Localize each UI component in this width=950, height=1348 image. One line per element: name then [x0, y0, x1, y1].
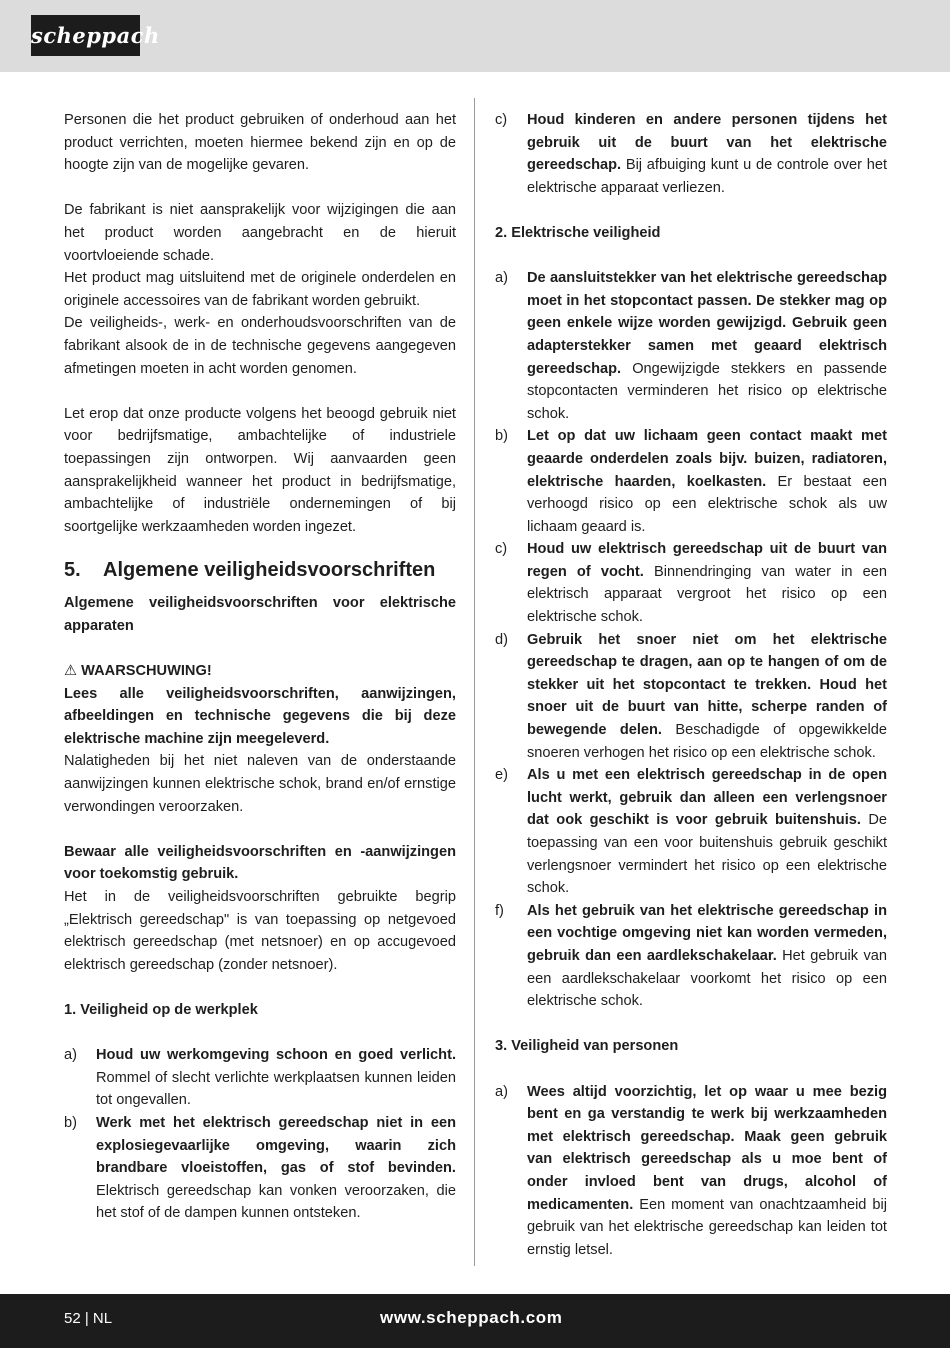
section-number: 5. [64, 559, 81, 582]
paragraph: Let erop dat onze producte volgens het beoogd gebruik niet voor bedrijfsmatige, ambachtelijke of industriele toepassingen zijn ontworpen. Wij aanvaarden geen aansprakelijkheid wanneer het product in bedrijfsmatige, ambachtelijke of industriële ondernemingen of bij soortgelijke werkzaamheden worden ingezet. [64, 405, 456, 535]
paragraph: De veiligheids-, werk- en onderhoudsvoorschriften van de fabrikant alsook de in de technische gegevens aangegeven afmetingen moeten in acht worden genomen. [64, 315, 456, 377]
list-item: a) De aansluitstekker van het elektrische gereedschap moet in het stopcontact passen. De stekker mag op geen enkele wijze worden gewijzigd. Gebruik geen adapterstekker samen met geaard elektrisch gereedschap. Ongewijzigde stekkers en passende stopcontacten verminderen het risico op elektrische schok. [495, 270, 887, 422]
warning-text: Lees alle veiligheidsvoorschriften, aanwijzingen, afbeeldingen en technische gegevens die bij deze elektrische machine zijn meegeleverd. [64, 685, 456, 747]
section-title: Algemene veiligheidsvoorschriften [103, 559, 436, 582]
subsection-title: 3. Veiligheid van personen [495, 1038, 679, 1055]
left-column [64, 109, 456, 1225]
page-footer [0, 1294, 950, 1348]
warning-icon: ⚠ [64, 662, 78, 680]
paragraph: De fabrikant is niet aansprakelijk voor wijzigingen die aan het product worden aangebracht en de hieruit voortvloeiende schade. [64, 202, 456, 264]
section-heading [64, 556, 456, 584]
list-item: a) Houd uw werkomgeving schoon en goed verlicht. Rommel of slecht verlichte werkplaatsen kunnen leiden tot ongevallen. [64, 1047, 456, 1109]
paragraph: Het product mag uitsluitend met de originele onderdelen en originele accessoires van de fabrikant worden gebruikt. [64, 270, 456, 309]
paragraph: Het in de veiligheidsvoorschriften gebruikte begrip „Elektrisch gereedschap" is van toepassing op netgevoed elektrisch gereedschap (met netsnoer) en op accugevoed elektrisch gereedschap (zonder netsnoer). [64, 889, 456, 973]
website-link[interactable]: www.scheppach.com [380, 1308, 563, 1327]
warning-label: ⚠ WAARSCHUWING! [64, 662, 212, 680]
list-item: d) Gebruik het snoer niet om het elektrische gereedschap te dragen, aan op te hangen of om de stekker uit het stopcontact te trekken. Houd het snoer uit de buurt van hitte, scherpe randen of bewegende delen. Beschadigde of opgewikkelde snoeren verhogen het risico op een elektrische schok. [495, 631, 888, 761]
list-item: e) Als u met een elektrisch gereedschap in de open lucht werkt, gebruik dan alleen een verlengsnoer dat ook geschikt is voor gebruik buitenshuis. De toepassing van een voor buitenshuis gebruik geschikt verlengsnoer vermindert het risico op een elektrische schok. [495, 767, 887, 897]
paragraph: Nalatigheden bij het niet naleven van de onderstaande aanwijzingen kunnen elektrische schok, brand en/of ernstige verwondingen veroorzaken. [64, 753, 456, 815]
list-item: b) Werk met het elektrisch gereedschap niet in een explosiegevaarlijke omgeving, waarin zich brandbare vloeistoffen, gas of stof bevinden. Elektrisch gereedschap kan vonken veroorzaken, die het stof of de dampen kunnen ontsteken. [64, 1114, 456, 1222]
list-item: c) Houd uw elektrisch gereedschap uit de buurt van regen of vocht. Binnendringing van water in een elektrisch apparaat vergroot het risico op een elektrische schok. [495, 541, 887, 626]
subsection-title: 2. Elektrische veiligheid [495, 224, 661, 241]
keep-instructions: Bewaar alle veiligheidsvoorschriften en -aanwijzingen voor toekomstig gebruik. [64, 843, 456, 883]
list-item: f) Als het gebruik van het elektrische gereedschap in een vochtige omgeving niet kan worden vermeden, gebruik dan een aardlekschakelaar. Het gebruik van een aardlekschakelaar voorkomt het risico op een elektrische schok. [495, 902, 887, 1010]
subsection-title: 1. Veiligheid op de werkplek [64, 1001, 258, 1018]
list-item: b) Let op dat uw lichaam geen contact maakt met geaarde onderdelen zoals bijv. buizen, radiatoren, elektrische haarden, koelkasten. Er bestaat een verhoogd risico op een elektrische schok als uw lichaam geaard is. [495, 428, 887, 535]
page-header [0, 0, 950, 72]
list-item: c) Houd kinderen en andere personen tijdens het gebruik uit de buurt van het elektrische gereedschap. Bij afbuiging kunt u de controle over het elektrische apparaat verliezen. [495, 112, 887, 196]
list-item: a) Wees altijd voorzichtig, let op waar u mee bezig bent en ga verstandig te werk bij werkzaamheden met elektrisch gereedschap. Maak geen gebruik van elektrisch gereedschap als u moe bent of onder invloed bent van drugs, alcohol of medicamenten. Een moment van onachtzaamheid bij gebruik van het elektrische gereedschap kan leiden tot ernstig letsel. [495, 1083, 887, 1258]
brand-logo: scheppach [31, 15, 140, 56]
subtitle: Algemene veiligheidsvoorschriften voor elektrische apparaten [64, 595, 456, 634]
paragraph: Personen die het product gebruiken of onderhoud aan het product verrichten, moeten hiermee bekend zijn en op de hoogte zijn van de mogelijke gevaren. [64, 112, 456, 174]
page-number: 52 | NL [64, 1310, 113, 1327]
column-divider [474, 98, 475, 1266]
right-column [495, 109, 887, 1261]
